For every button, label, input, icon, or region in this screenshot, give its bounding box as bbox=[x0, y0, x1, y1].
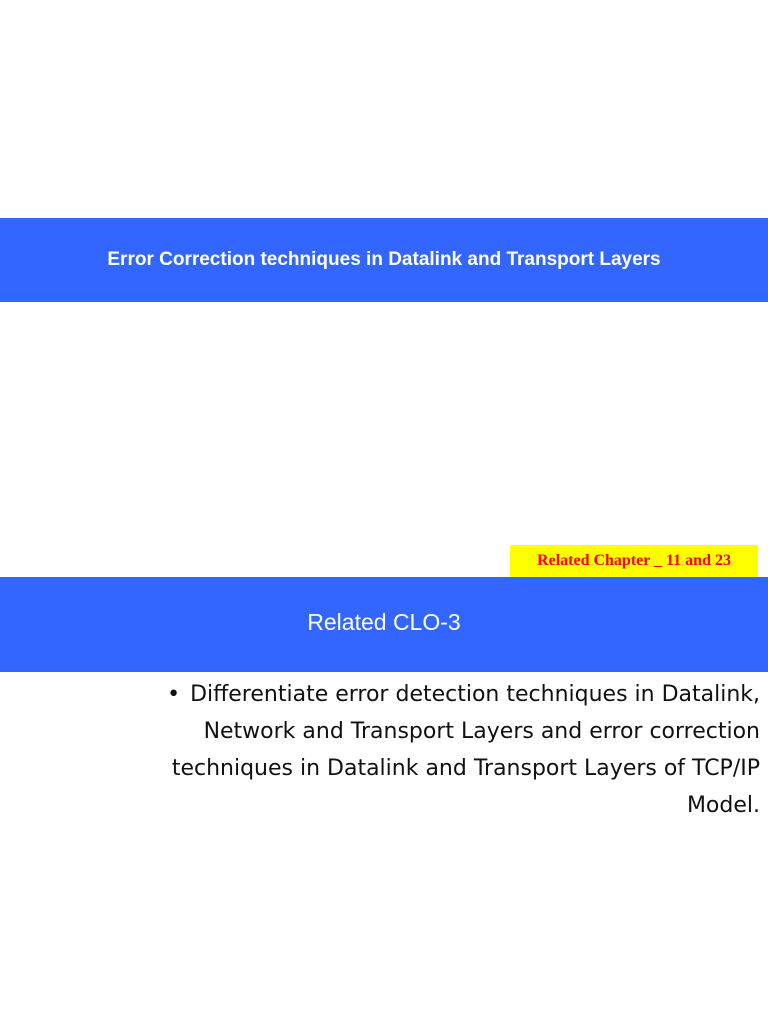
slide-title: Error Correction techniques in Datalink and Transport Layers bbox=[107, 249, 661, 270]
clo-band bbox=[0, 577, 768, 672]
bullet-text: Differentiate error detection techniques in Datalink, Network and Transport Layers and error correction techniques in Datalink and Transport Layers of TCP/IP Model. bbox=[171, 682, 760, 818]
bullet-list bbox=[100, 676, 760, 824]
title-band bbox=[0, 218, 768, 302]
clo-title: Related CLO-3 bbox=[307, 609, 461, 635]
bullet-marker: • bbox=[167, 682, 181, 707]
chapter-badge-text: Related Chapter _ 11 and 23 bbox=[537, 552, 731, 569]
chapter-badge bbox=[510, 545, 758, 577]
